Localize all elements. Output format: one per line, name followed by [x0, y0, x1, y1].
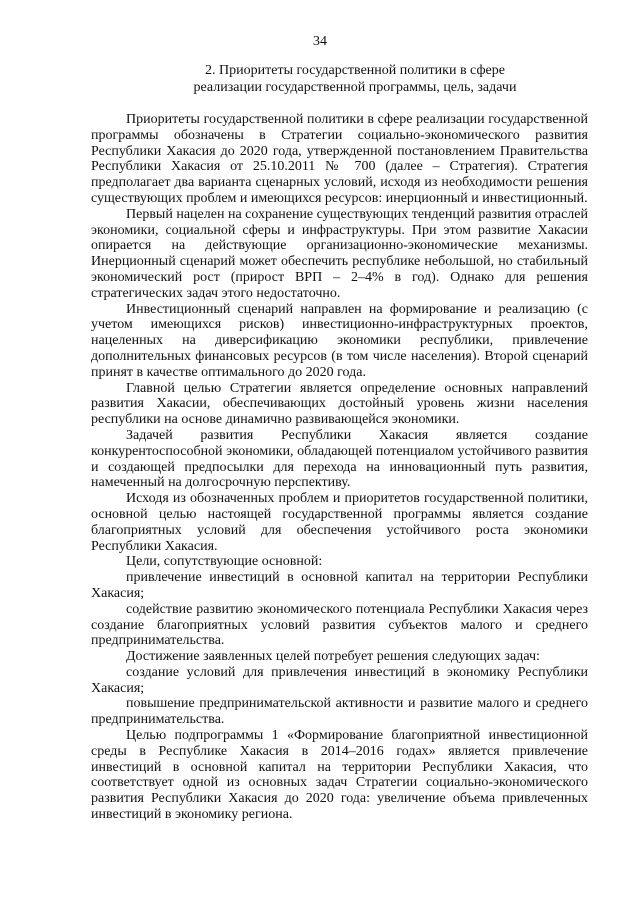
body-text: [91, 112, 588, 823]
paragraph-program-goal: Исходя из обозначенных проблем и приоритетов государственной политики, основной целью настоящей государственной программы является создание благоприятных условий для обеспечения устойчивого роста экономики Республики Хакасия.: [91, 491, 588, 554]
paragraph-investment-scenario: Инвестиционный сценарий направлен на формирование и реализацию (с учетом имеющихся рисков) инвестиционно-инфраструктурных проектов, нацеленных на диверсификацию экономики республики, привлечение дополнительных финансовых ресурсов (в том числе населения). Второй сценарий принят в качестве оптимального до 2020 года.: [91, 301, 588, 380]
paragraph-tasks-intro: Достижение заявленных целей потребует решения следующих задач:: [126, 649, 540, 665]
section-heading-line-2: реализации государственной программы, цель, задачи: [193, 80, 517, 95]
section-heading: [120, 62, 590, 96]
paragraph-subprogram-goal: Целью подпрограммы 1 «Формирование благоприятной инвестиционной среды в Республике Хакасия в 2014–2016 годах» является привлечение инвестиций в основной капитал на территории Республики Хакасия, что соответствует одной из основных задач Стратегии социально-экономического развития Республики Хакасия до 2020 года: увеличение объема привлеченных инвестиций в экономику региона.: [91, 728, 588, 823]
paragraph-accompanying-goals: Цели, сопутствующие основной:: [126, 554, 323, 570]
list-item-task-entrepreneurship: повышение предпринимательской активности и развитие малого и среднего предпринимательства.: [91, 696, 588, 728]
list-item-goal-investments: привлечение инвестиций в основной капитал на территории Республики Хакасия;: [91, 570, 588, 601]
section-heading-line-1: 2. Приоритеты государственной политики в сфере: [205, 63, 505, 78]
paragraph-development-task: Задачей развития Республики Хакасия является создание конкурентоспособной экономики, обладающей потенциалом устойчивого развития и создающей предпосылки для перехода на инновационный путь развития, намеченный на долгосрочную перспективу.: [91, 427, 588, 491]
paragraph-priorities: Приоритеты государственной политики в сфере реализации государственной программы обозначены в Стратегии социально-экономического развития Республики Хакасия до 2020 года, утвержденной постановлением Правительства Республики Хакасия от 25.10.2011 № 700 (далее – Стратегия). Стратегия предполагает два варианта сценарных условий, исходя из необходимости решения существующих проблем и имеющихся ресурсов: инерционный и инвестиционный.: [91, 112, 588, 206]
list-item-task-investments: создание условий для привлечения инвестиций в экономику Республики Хакасия;: [91, 664, 588, 696]
paragraph-inertial-scenario: Первый нацелен на сохранение существующих тенденций развития отраслей экономики, социальной сферы и инфраструктуры. При этом развитие Хакасии опирается на действующие организационно-экономические механизмы. Инерционный сценарий может обеспечить республике небольшой, но стабильный экономический рост (прирост ВРП – 2–4% в год). Однако для решения стратегических задач этого недостаточно.: [91, 206, 588, 301]
paragraph-main-goal: Главной целью Стратегии является определение основных направлений развития Хакасии, обеспечивающих достойный уровень жизни населения республики на основе динамично развивающейся экономики.: [91, 380, 588, 428]
page-number: 34: [313, 34, 327, 49]
list-item-goal-potential: содействие развитию экономического потенциала Республики Хакасия через создание благоприятных условий развития субъектов малого и среднего предпринимательства.: [91, 601, 588, 649]
